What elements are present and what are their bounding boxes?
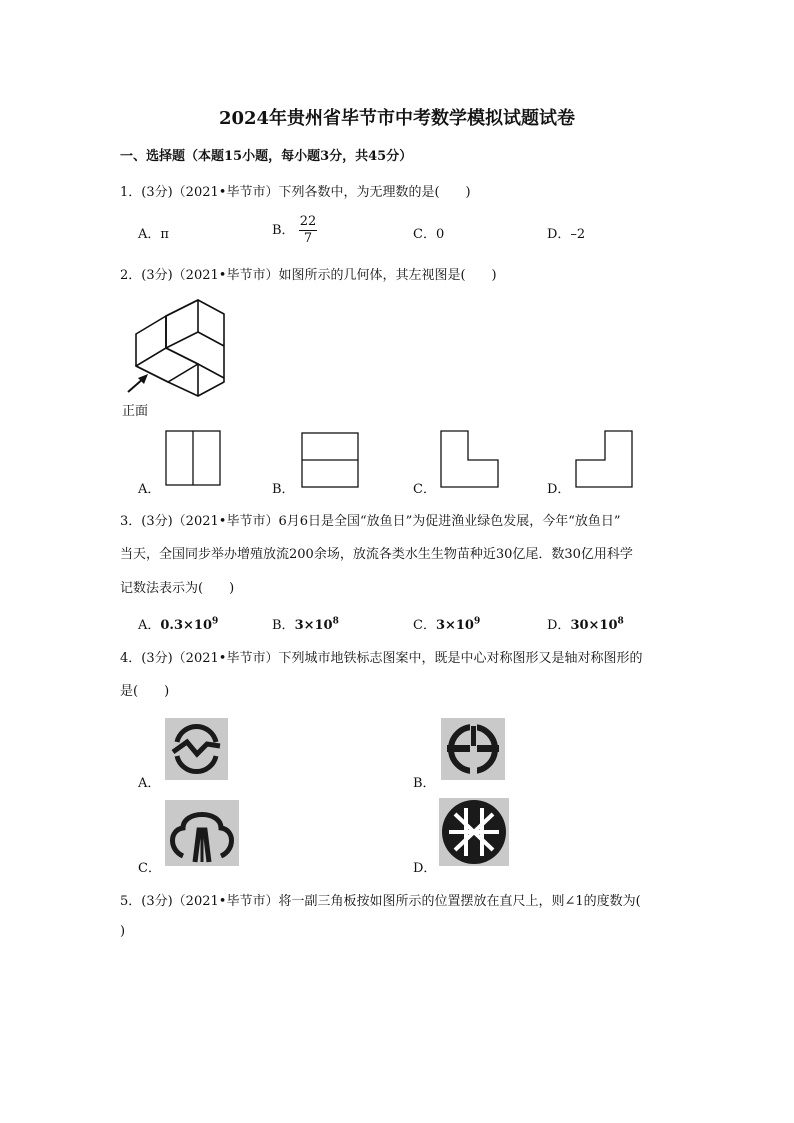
- q4-option-c: C．: [138, 861, 161, 876]
- q2-option-c: C．: [413, 482, 436, 497]
- q3-option-c: [413, 614, 480, 633]
- q4-option-a-logo: [165, 718, 228, 780]
- q1-stem: 1．(3分)（2021•毕节市）下列各数中，为无理数的是( ): [120, 185, 471, 200]
- front-label: 正面: [122, 404, 149, 419]
- q4-line2: 是( ): [120, 684, 170, 699]
- q3-option-d-base: 30×10: [570, 618, 618, 633]
- q2-option-b: B．: [272, 482, 295, 497]
- q3-line3: 记数法表示为( ): [120, 581, 235, 596]
- q2-option-b-figure: [301, 432, 359, 488]
- q3-line1: 3．(3分)（2021•毕节市）6月6日是全国“放鱼日”为促进渔业绿色发展，今年“放鱼日”: [120, 514, 621, 529]
- q3-option-d-exponent: 8: [617, 616, 624, 627]
- q2-option-d-figure: [575, 430, 633, 488]
- q2-option-c-figure: [440, 430, 500, 488]
- stair-solid-figure: [118, 296, 228, 406]
- q3-option-a: [138, 614, 218, 633]
- q1-option-a: A．π: [138, 227, 169, 242]
- page-title: 2024年贵州省毕节市中考数学模拟试题试卷: [218, 108, 576, 129]
- section-heading: 一、选择题（本题15小题，每小题3分，共45分）: [120, 149, 413, 164]
- q4-option-d-logo: [439, 798, 509, 866]
- q4-option-b-logo: [441, 718, 505, 780]
- q3-option-c-base: 3×10: [435, 618, 474, 633]
- q3-option-a-base: 0.3×10: [160, 618, 212, 633]
- q2-stem: 2．(3分)（2021•毕节市）如图所示的几何体，其左视图是( ): [120, 268, 497, 283]
- q5-line2: ): [120, 924, 126, 939]
- q1-option-b-label: B．: [272, 223, 295, 238]
- q4-option-a: A．: [138, 776, 161, 791]
- q2-option-a: A．: [138, 482, 161, 497]
- q4-option-d: D．: [413, 861, 437, 876]
- fraction-denominator: 7: [303, 231, 313, 246]
- fraction-numerator: 22: [299, 214, 317, 229]
- q3-option-c-label: C．: [413, 618, 436, 633]
- q2-option-d: D．: [547, 482, 571, 497]
- q5-line1: 5．(3分)（2021•毕节市）将一副三角板按如图所示的位置摆放在直尺上，则∠1的度数为(: [120, 894, 641, 909]
- q1-option-c: C．0: [413, 227, 445, 242]
- q4-option-c-logo: [165, 800, 239, 866]
- q4-line1: 4．(3分)（2021•毕节市）下列城市地铁标志图案中，既是中心对称图形又是轴对称图形的: [120, 651, 643, 666]
- q3-line2: 当天，全国同步举办增殖放流200余场，放流各类水生生物苗种近30亿尾．数30亿用科学: [120, 547, 633, 562]
- q3-option-b: [272, 614, 339, 633]
- q3-option-b-base: 3×10: [294, 618, 333, 633]
- q3-option-a-label: A．: [138, 618, 161, 633]
- q3-option-a-exponent: 9: [212, 616, 219, 627]
- q4-option-b: B．: [413, 776, 436, 791]
- q3-option-b-exponent: 8: [332, 616, 339, 627]
- q1-option-d: D．–2: [547, 227, 586, 242]
- q3-option-d: [547, 614, 624, 633]
- q3-option-c-exponent: 9: [473, 616, 481, 627]
- q1-option-b: [272, 214, 317, 247]
- q3-option-d-label: D．: [547, 618, 571, 633]
- q3-option-b-label: B．: [272, 618, 295, 633]
- q2-option-a-figure: [165, 430, 221, 486]
- q1-option-b-fraction: [299, 214, 318, 247]
